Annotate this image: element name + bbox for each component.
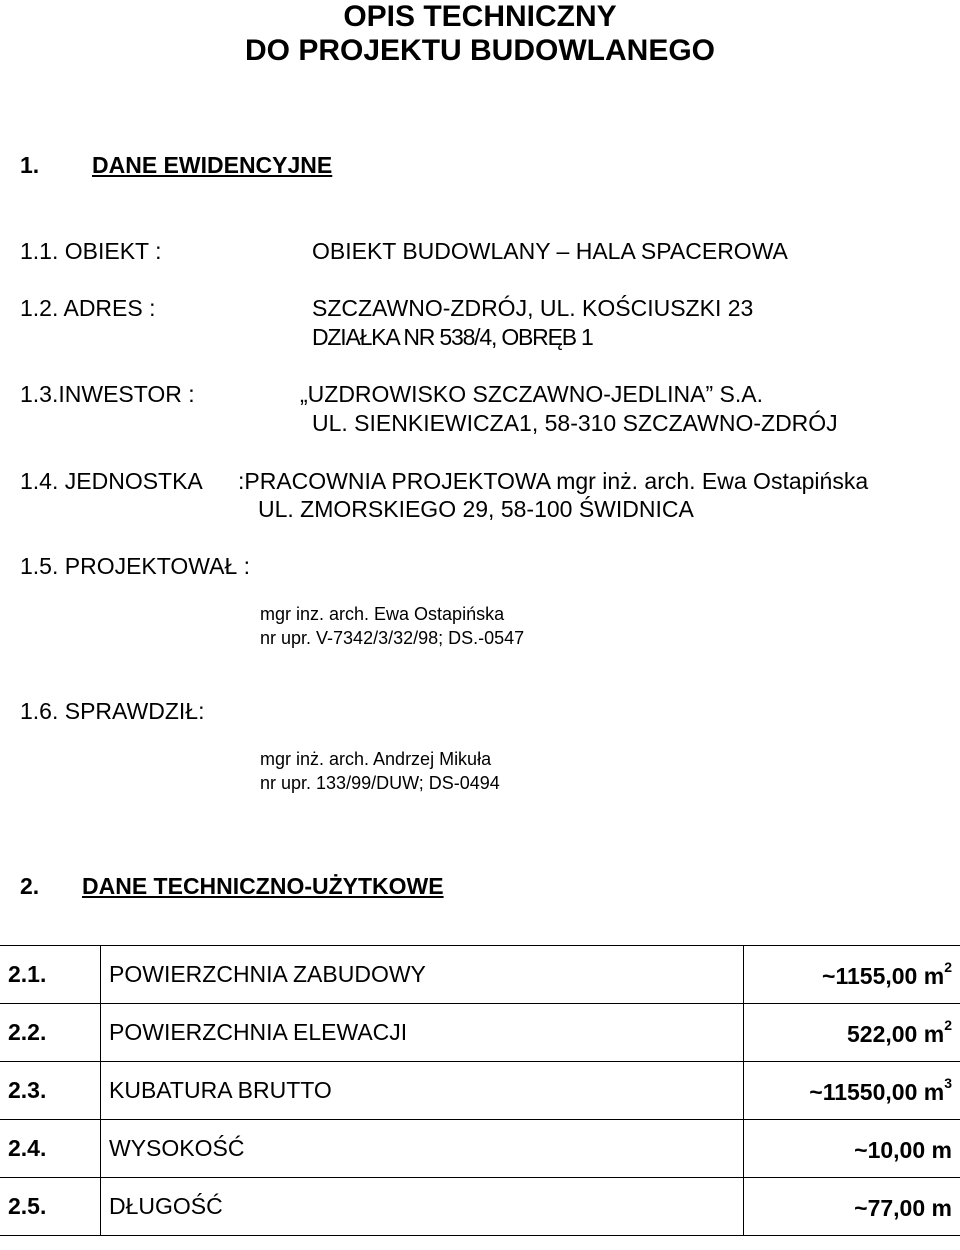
section1-number: 1. bbox=[20, 152, 40, 178]
technical-data-table bbox=[0, 945, 960, 1236]
row-value-text: ~11550,00 m bbox=[809, 1079, 945, 1105]
projektowal-line2: nr upr. V-7342/3/32/98; DS.-0547 bbox=[260, 628, 525, 648]
section2-number: 2. bbox=[20, 873, 40, 899]
row-number: 2.4. bbox=[0, 1120, 101, 1178]
row-value bbox=[744, 1120, 960, 1178]
sprawdzil-line2: nr upr. 133/99/DUW; DS-0494 bbox=[260, 773, 500, 793]
row-number: 2.2. bbox=[0, 1004, 101, 1062]
row-value-exponent: 2 bbox=[944, 959, 952, 975]
projektowal-label: 1.5. PROJEKTOWAŁ : bbox=[20, 553, 251, 579]
inwestor-line1: „UZDROWISKO SZCZAWNO-JEDLINA” S.A. bbox=[300, 381, 763, 407]
row-label: POWIERZCHNIA ELEWACJI bbox=[101, 1004, 744, 1062]
sprawdzil-line1: mgr inż. arch. Andrzej Mikuła bbox=[260, 749, 492, 769]
row-number: 2.3. bbox=[0, 1062, 101, 1120]
row-number: 2.1. bbox=[0, 946, 101, 1004]
row-label: WYSOKOŚĆ bbox=[101, 1120, 744, 1178]
jednostka-line2: UL. ZMORSKIEGO 29, 58-100 ŚWIDNICA bbox=[258, 496, 694, 522]
inwestor-label: 1.3.INWESTOR : bbox=[20, 381, 195, 407]
projektowal-line1: mgr inz. arch. Ewa Ostapińska bbox=[260, 604, 505, 624]
obiekt-label: 1.1. OBIEKT : bbox=[20, 238, 162, 264]
row-value-exponent: 3 bbox=[944, 1075, 952, 1091]
section2-title: DANE TECHNICZNO-UŻYTKOWE bbox=[82, 873, 444, 899]
obiekt-value: OBIEKT BUDOWLANY – HALA SPACEROWA bbox=[312, 238, 788, 264]
table-row bbox=[0, 1120, 960, 1178]
row-label: KUBATURA BRUTTO bbox=[101, 1062, 744, 1120]
jednostka-line1: :PRACOWNIA PROJEKTOWA mgr inż. arch. Ewa Ostapińska bbox=[238, 468, 869, 494]
row-value-text: ~77,00 m bbox=[854, 1195, 952, 1221]
sprawdzil-label: 1.6. SPRAWDZIŁ: bbox=[20, 698, 205, 724]
row-value-text: ~10,00 m bbox=[854, 1137, 952, 1163]
adres-label: 1.2. ADRES : bbox=[20, 295, 156, 321]
row-label: POWIERZCHNIA ZABUDOWY bbox=[101, 946, 744, 1004]
document-title-line1: OPIS TECHNICZNY bbox=[343, 0, 617, 33]
adres-line2: DZIAŁKA NR 538/4, OBRĘB 1 bbox=[312, 324, 593, 350]
table-row bbox=[0, 1004, 960, 1062]
inwestor-line2: UL. SIENKIEWICZA1, 58-310 SZCZAWNO-ZDRÓJ bbox=[312, 410, 838, 436]
row-value bbox=[744, 1062, 960, 1120]
jednostka-label: 1.4. JEDNOSTKA bbox=[20, 468, 203, 494]
table-row bbox=[0, 1178, 960, 1236]
adres-line1: SZCZAWNO-ZDRÓJ, UL. KOŚCIUSZKI 23 bbox=[312, 295, 754, 321]
row-value bbox=[744, 1178, 960, 1236]
row-value-text: ~1155,00 m bbox=[822, 963, 945, 989]
table-row bbox=[0, 946, 960, 1004]
row-label: DŁUGOŚĆ bbox=[101, 1178, 744, 1236]
section1-title: DANE EWIDENCYJNE bbox=[92, 152, 333, 178]
row-value bbox=[744, 946, 960, 1004]
row-value-exponent: 2 bbox=[944, 1017, 952, 1033]
row-value-text: 522,00 m bbox=[847, 1021, 945, 1047]
document-title-line2: DO PROJEKTU BUDOWLANEGO bbox=[244, 34, 715, 67]
row-value bbox=[744, 1004, 960, 1062]
table-row bbox=[0, 1062, 960, 1120]
row-number: 2.5. bbox=[0, 1178, 101, 1236]
